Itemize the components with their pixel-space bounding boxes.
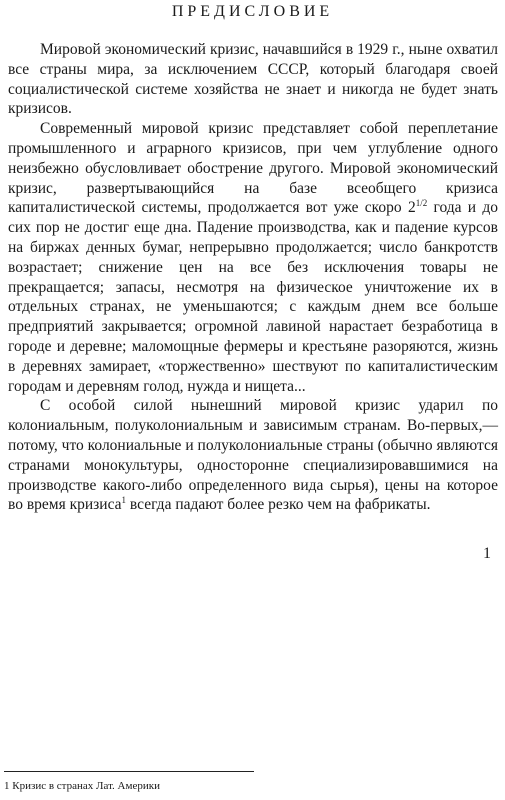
paragraph-3 (8, 396, 498, 515)
paragraph-2-text-end: года и до сих пор не достиг еще дна. Падение производства, как и падение курсов на биржах денных бумаг, непрерывно продолжается; число банкротств возрастает; снижение цен на все без исключения товары не прекращается; запасы, несмотря на физическое уничтожение их в отдельных странах, не уменьшаются; с каждым днем все больше предприятий закрывается; огромной лавиной нарастает безработица в городе и деревне; маломощные фермеры и крестьяне разоряются, жизнь в деревнях замирает, «торжественно» шествуют по капиталистическим городам и деревням голод, нужда и нищета... (8, 199, 498, 395)
footnote: 1 Кризис в странах Лат. Америки (4, 780, 160, 792)
page-number: 1 (483, 545, 491, 562)
paragraph-3-text-end: всегда падают более резко чем на фабрикаты. (126, 496, 431, 514)
paragraph-1 (8, 40, 498, 119)
body-text (8, 40, 498, 515)
paragraph-2 (8, 119, 498, 396)
footnote-marker: 1 (121, 495, 127, 506)
fraction-superscript: 1/2 (415, 198, 428, 209)
paragraph-3-text-start: С особой силой нынешний мировой кризис ударил по колониальным, полуколониальным и зависимым странам. Во-первых,—потому, что колониальные и полуколониальные страны (обычно являются странами монокультуры, односторонне специализировавшимися на производстве какого-либо определенного вида сырья), цены на которое во время кризиса (8, 397, 498, 514)
footnote-divider (4, 771, 254, 772)
paragraph-2-text-start: Современный мировой кризис представляет собой переплетание промышленного и аграрного кризисов, при чем углубление одного неизбежно обусловливает обострение другого. Мировой экономический кризис, развертывающийся на базе всеобщего кризиса капиталистической системы, продолжается вот уже скоро 2 (8, 120, 498, 217)
paragraph-1-text: Мировой экономический кризис, начавшийся в 1929 г., ныне охватил все страны мира, за исключением СССР, который благодаря своей социалистической системе хозяйства не знает и никогда не будет знать кризисов. (8, 41, 498, 118)
page-title: ПРЕДИСЛОВИЕ (171, 3, 334, 20)
